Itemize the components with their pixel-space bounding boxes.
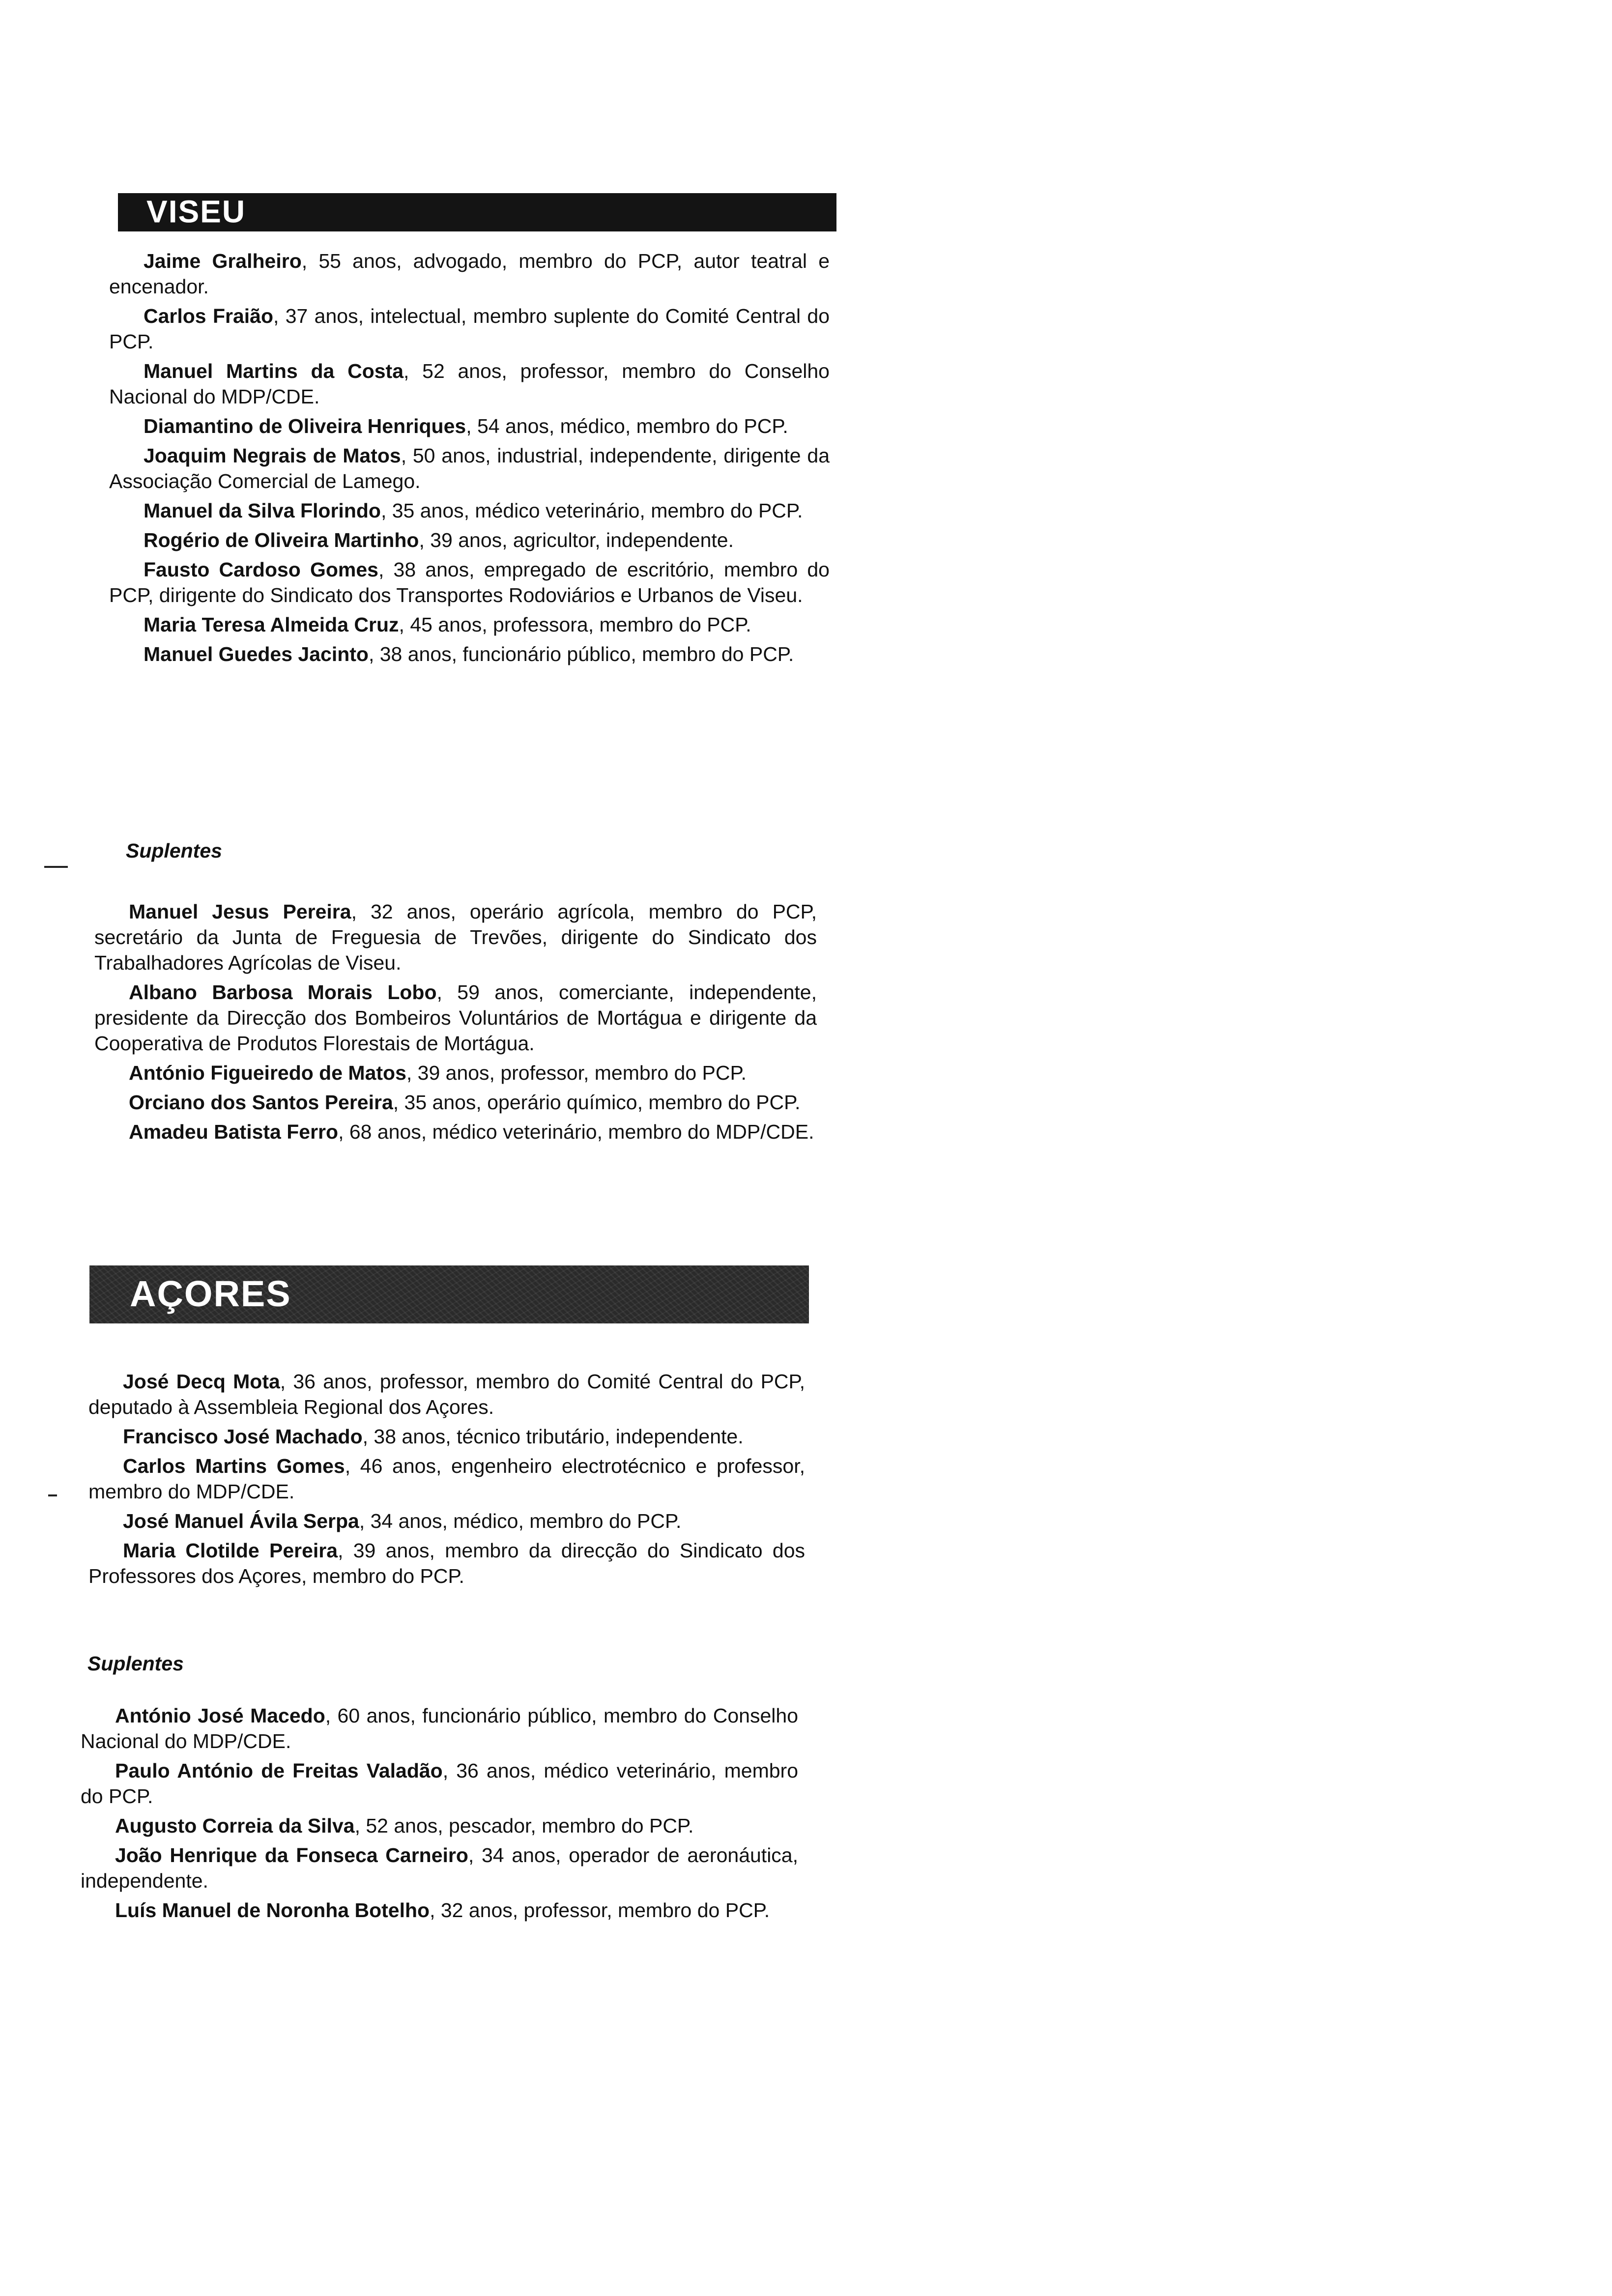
candidate-entry [81, 1842, 798, 1894]
candidate-name: Carlos Martins Gomes [123, 1455, 345, 1477]
substitute-list-acores [81, 1703, 798, 1927]
candidate-entry [88, 1369, 805, 1420]
candidate-entry [88, 1453, 805, 1504]
candidate-list-viseu [109, 248, 830, 671]
candidate-entry [109, 612, 830, 637]
candidate-entry [94, 979, 817, 1056]
candidate-details: , 32 anos, operário agrícola, membro do PCP, secretário da Junta de Freguesia de Trevões, dirigente do Sindicato dos Trabalhadores Agrícolas de Viseu. [94, 900, 817, 974]
candidate-details: , 39 anos, agricultor, independente. [419, 529, 734, 551]
candidate-name: Albano Barbosa Morais Lobo [129, 981, 437, 1004]
candidate-entry [109, 527, 830, 553]
candidate-details: , 38 anos, funcionário público, membro do PCP. [368, 643, 794, 665]
candidate-details: , 37 anos, intelectual, membro suplente do Comité Central do PCP. [109, 305, 830, 353]
candidate-entry [109, 358, 830, 409]
candidate-entry [94, 1060, 817, 1086]
substitute-list-viseu [94, 899, 817, 1148]
margin-mark [44, 866, 68, 868]
candidate-name: Maria Clotilde Pereira [123, 1539, 338, 1562]
candidate-details: , 35 anos, operário químico, membro do PCP. [393, 1091, 801, 1114]
candidate-details: , 34 anos, operador de aeronáutica, independente. [81, 1844, 798, 1892]
candidate-details: , 60 anos, funcionário público, membro do Conselho Nacional do MDP/CDE. [81, 1704, 798, 1752]
candidate-entry [81, 1897, 798, 1923]
candidate-name: Diamantino de Oliveira Henriques [144, 415, 466, 437]
candidate-details: , 34 anos, médico, membro do PCP. [359, 1510, 682, 1532]
candidate-entry [109, 248, 830, 299]
candidate-name: Joaquim Negrais de Matos [144, 444, 401, 467]
candidate-details: , 36 anos, professor, membro do Comité Central do PCP, deputado à Assembleia Regional dos Açores. [88, 1370, 805, 1418]
candidate-entry [109, 557, 830, 608]
candidate-name: Manuel Guedes Jacinto [144, 643, 369, 665]
candidate-details: , 52 anos, professor, membro do Conselho Nacional do MDP/CDE. [109, 360, 830, 408]
candidate-name: Fausto Cardoso Gomes [144, 558, 378, 581]
candidate-entry [88, 1424, 805, 1449]
candidate-entry [94, 1119, 817, 1145]
candidate-details: , 36 anos, médico veterinário, membro do PCP. [81, 1759, 798, 1808]
section-banner-viseu [118, 193, 836, 231]
candidate-entry [81, 1813, 798, 1838]
candidate-name: Manuel da Silva Florindo [144, 499, 381, 522]
section-banner-acores [89, 1265, 809, 1323]
candidate-details: , 50 anos, industrial, independente, dirigente da Associação Comercial de Lamego. [109, 444, 830, 492]
candidate-name: Augusto Correia da Silva [115, 1814, 355, 1837]
subheading-suplentes-acores: Suplentes [87, 1652, 184, 1675]
candidate-details: , 39 anos, professor, membro do PCP. [406, 1062, 747, 1084]
candidate-entry [94, 899, 817, 976]
candidate-entry [94, 1090, 817, 1115]
candidate-details: , 45 anos, professora, membro do PCP. [399, 613, 751, 636]
candidate-details: , 38 anos, técnico tributário, independente. [362, 1425, 744, 1448]
section-title-acores: AÇORES [130, 1273, 291, 1314]
candidate-name: Amadeu Batista Ferro [129, 1120, 339, 1143]
candidate-entry [109, 641, 830, 667]
candidate-entry [88, 1508, 805, 1534]
candidate-name: Paulo António de Freitas Valadão [115, 1759, 443, 1782]
candidate-details: , 32 anos, professor, membro do PCP. [430, 1899, 770, 1922]
candidate-details: , 46 anos, engenheiro electrotécnico e professor, membro do MDP/CDE. [88, 1455, 805, 1503]
candidate-name: Maria Teresa Almeida Cruz [144, 613, 399, 636]
candidate-name: Luís Manuel de Noronha Botelho [115, 1899, 430, 1922]
candidate-name: António José Macedo [115, 1704, 325, 1727]
candidate-name: Manuel Jesus Pereira [129, 900, 351, 923]
candidate-list-acores [88, 1369, 805, 1593]
candidate-name: Manuel Martins da Costa [144, 360, 404, 382]
candidate-details: , 55 anos, advogado, membro do PCP, autor teatral e encenador. [109, 250, 830, 298]
candidate-entry [81, 1703, 798, 1754]
candidate-name: Jaime Gralheiro [144, 250, 302, 272]
candidate-name: João Henrique da Fonseca Carneiro [115, 1844, 468, 1866]
section-title-viseu: VISEU [146, 194, 246, 230]
candidate-entry [109, 443, 830, 494]
candidate-name: José Decq Mota [123, 1370, 280, 1393]
candidate-name: Francisco José Machado [123, 1425, 363, 1448]
candidate-details: , 35 anos, médico veterinário, membro do PCP. [380, 499, 803, 522]
candidate-entry [109, 303, 830, 354]
subheading-suplentes-viseu: Suplentes [126, 839, 222, 862]
candidate-entry [109, 498, 830, 523]
candidate-name: José Manuel Ávila Serpa [123, 1510, 359, 1532]
margin-mark [48, 1494, 57, 1496]
candidate-entry [88, 1538, 805, 1589]
candidate-details: , 52 anos, pescador, membro do PCP. [354, 1814, 694, 1837]
candidate-entry [81, 1758, 798, 1809]
candidate-details: , 54 anos, médico, membro do PCP. [466, 415, 788, 437]
candidate-name: Carlos Fraião [144, 305, 273, 327]
candidate-name: Rogério de Oliveira Martinho [144, 529, 419, 551]
candidate-details: , 68 anos, médico veterinário, membro do MDP/CDE. [338, 1120, 814, 1143]
candidate-name: António Figueiredo de Matos [129, 1062, 406, 1084]
candidate-entry [109, 413, 830, 439]
candidate-name: Orciano dos Santos Pereira [129, 1091, 393, 1114]
candidate-details: , 38 anos, empregado de escritório, membro do PCP, dirigente do Sindicato dos Transportes Rodoviários e Urbanos de Viseu. [109, 558, 830, 606]
candidate-details: , 59 anos, comerciante, independente, presidente da Direcção dos Bombeiros Voluntários de Mortágua e dirigente da Cooperativa de Produtos Florestais de Mortágua. [94, 981, 817, 1055]
candidate-details: , 39 anos, membro da direcção do Sindicato dos Professores dos Açores, membro do PCP. [88, 1539, 805, 1587]
